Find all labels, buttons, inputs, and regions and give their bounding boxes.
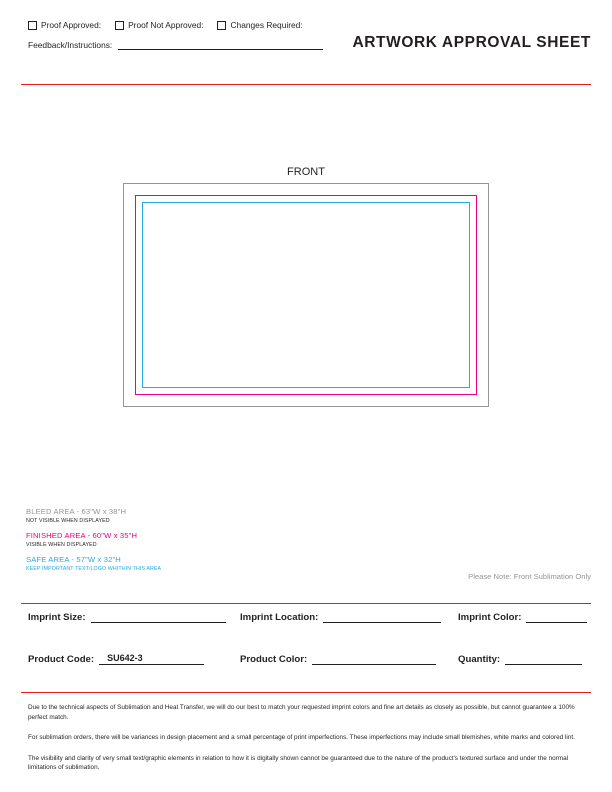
legend-finished-main: FINISHED AREA - 60"W x 35"H <box>26 531 138 540</box>
field-imprint-location[interactable] <box>240 612 441 623</box>
approval-option-proof-approved[interactable] <box>28 20 101 30</box>
approval-option-proof-not-approved[interactable] <box>115 20 203 30</box>
legend-safe-main: SAFE AREA - 57"W x 32"H <box>26 555 121 564</box>
disclaimer-paragraph-2: For sublimation orders, there will be variances in design placement and a small percentage of print imperfections. These imperfections may include small blemishes, white marks and colored lint. <box>28 734 575 742</box>
label-product-color: Product Color: <box>240 654 308 665</box>
disclaimer-paragraph-1: Due to the technical aspects of Sublimation and Heat Transfer, we will do our best to match your requested imprint colors and fine art details as closely as possible, but cannot guarantee a 100% perfect match. <box>28 704 575 721</box>
label-product-code: Product Code: <box>28 654 95 665</box>
checkbox-changes-required[interactable] <box>217 21 226 30</box>
label-changes-required: Changes Required: <box>230 20 303 30</box>
label-proof-approved: Proof Approved: <box>41 20 102 30</box>
input-product-code[interactable] <box>99 654 204 665</box>
finished-area-box <box>135 195 477 395</box>
approval-option-changes-required[interactable] <box>217 20 302 30</box>
checkbox-proof-approved[interactable] <box>28 21 37 30</box>
label-imprint-color: Imprint Color: <box>458 612 522 623</box>
legend-safe-sub: KEEP IMPORTANT TEXT/LOGO WHITHIN THIS AREA <box>26 566 162 572</box>
legend-bleed-sub: NOT VISIBLE WHEN DISPLAYED <box>26 518 110 524</box>
imprint-fields-row-1 <box>0 612 612 642</box>
label-proof-not-approved: Proof Not Approved: <box>128 20 204 30</box>
input-product-color[interactable] <box>312 654 436 665</box>
safe-area-box <box>142 202 470 388</box>
page-header <box>0 0 612 84</box>
artwork-view-label: FRONT <box>287 166 325 178</box>
bleed-area-box <box>123 183 489 407</box>
label-quantity: Quantity: <box>458 654 501 665</box>
field-imprint-color[interactable] <box>458 612 587 623</box>
field-quantity[interactable] <box>458 654 582 665</box>
divider-top <box>21 84 591 85</box>
feedback-input-line[interactable] <box>118 41 323 50</box>
feedback-field[interactable] <box>28 40 323 50</box>
disclaimer-text <box>28 703 584 784</box>
checkbox-proof-not-approved[interactable] <box>115 21 124 30</box>
input-imprint-size[interactable] <box>91 612 226 623</box>
divider-middle <box>21 603 591 604</box>
page-title: ARTWORK APPROVAL SHEET <box>352 34 591 51</box>
input-imprint-color[interactable] <box>526 612 587 623</box>
input-imprint-location[interactable] <box>323 612 441 623</box>
divider-bottom <box>21 692 591 693</box>
imprint-fields <box>0 612 612 684</box>
label-imprint-location: Imprint Location: <box>240 612 319 623</box>
field-product-color[interactable] <box>240 654 436 665</box>
feedback-label: Feedback/Instructions: <box>28 40 113 50</box>
approval-checkbox-row <box>28 20 317 30</box>
field-product-code[interactable] <box>28 654 204 665</box>
disclaimer-paragraph-3: The visibility and clarity of very small text/graphic elements in relation to how it is digitally shown cannot be guaranteed due to the nature of the product's textured surface and under the normal limitations of sublimation. <box>28 754 569 772</box>
legend-finished-sub: VISIBLE WHEN DISPLAYED <box>26 542 97 548</box>
legend-bleed-main: BLEED AREA - 63"W x 38"H <box>26 507 127 516</box>
value-product-code: SU642-3 <box>107 653 143 663</box>
input-quantity[interactable] <box>505 654 582 665</box>
please-note-text: Please Note: Front Sublimation Only <box>468 572 591 581</box>
label-imprint-size: Imprint Size: <box>28 612 86 623</box>
field-imprint-size[interactable] <box>28 612 226 623</box>
area-legend <box>26 506 386 578</box>
imprint-fields-row-2 <box>0 654 612 684</box>
